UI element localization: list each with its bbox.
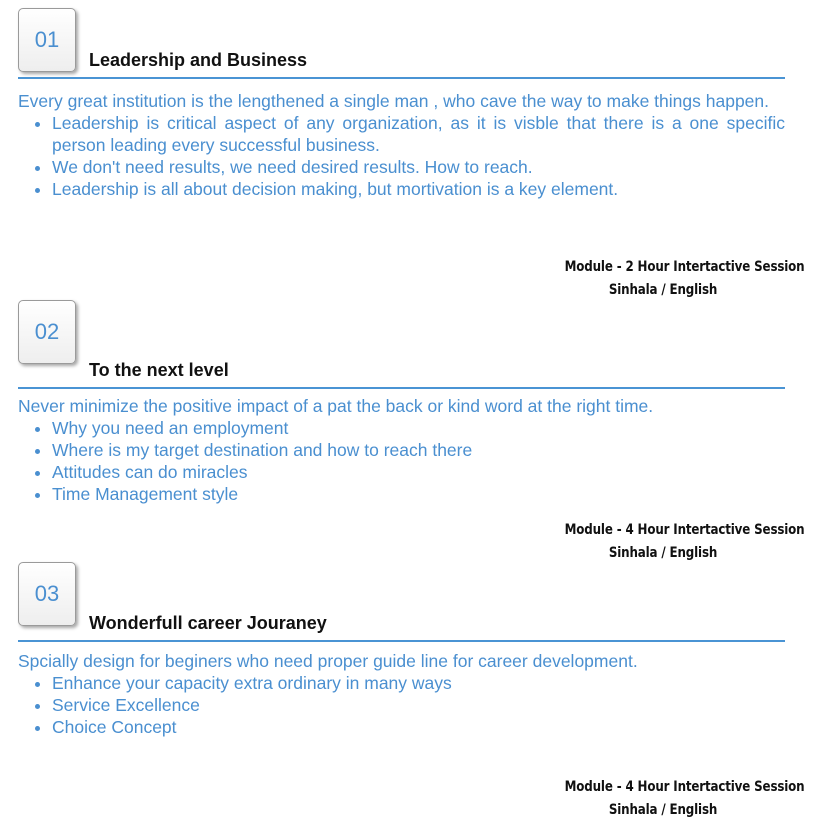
section-content [18,395,785,505]
section-number-badge: 01 [18,8,76,72]
list-item: • Why you need an employment [52,417,785,439]
section-number-badge: 02 [18,300,76,364]
module-duration: Module - 4 Hour Intertactive Session [564,779,805,795]
list-item: • Time Management style [52,483,785,505]
section-points [18,672,785,738]
list-item: • Service Excellence [52,694,785,716]
list-item: • Leadership is all about decision making, but mortivation is a key element. [52,178,785,200]
list-item: • Where is my target destination and how to reach there [52,439,785,461]
module-duration: Module - 4 Hour Intertactive Session [564,522,805,538]
section-title: Wonderfull career Jouraney [89,613,327,633]
module-language: Sinhala / English [608,282,718,298]
section-content [18,90,785,200]
section-content [18,650,785,738]
list-item: • Enhance your capacity extra ordinary in many ways [52,672,785,694]
list-item: • Choice Concept [52,716,785,738]
module-language: Sinhala / English [608,802,718,818]
list-item: • Attitudes can do miracles [52,461,785,483]
section-intro: Spcially design for beginers who need proper guide line for career development. [18,651,638,671]
list-item: • We don't need results, we need desired results. How to reach. [52,156,785,178]
section-divider [18,387,785,389]
module-info [564,776,805,822]
section-title: To the next level [89,360,229,380]
section-divider [18,77,785,79]
section-points [18,112,785,200]
module-language: Sinhala / English [608,545,718,561]
section-intro: Every great institution is the lengthened a single man , who cave the way to make things happen. [18,91,770,111]
section-points [18,417,785,505]
module-duration: Module - 2 Hour Intertactive Session [564,259,805,275]
section-intro: Never minimize the positive impact of a pat the back or kind word at the right time. [18,396,654,416]
section-title: Leadership and Business [89,50,308,70]
section-divider [18,640,785,642]
section-number-badge: 03 [18,562,76,626]
module-info [564,519,805,565]
module-info [564,256,805,302]
list-item: • Leadership is critical aspect of any organization, as it is visble that there is a one specific person leading every successful business. [52,112,785,156]
